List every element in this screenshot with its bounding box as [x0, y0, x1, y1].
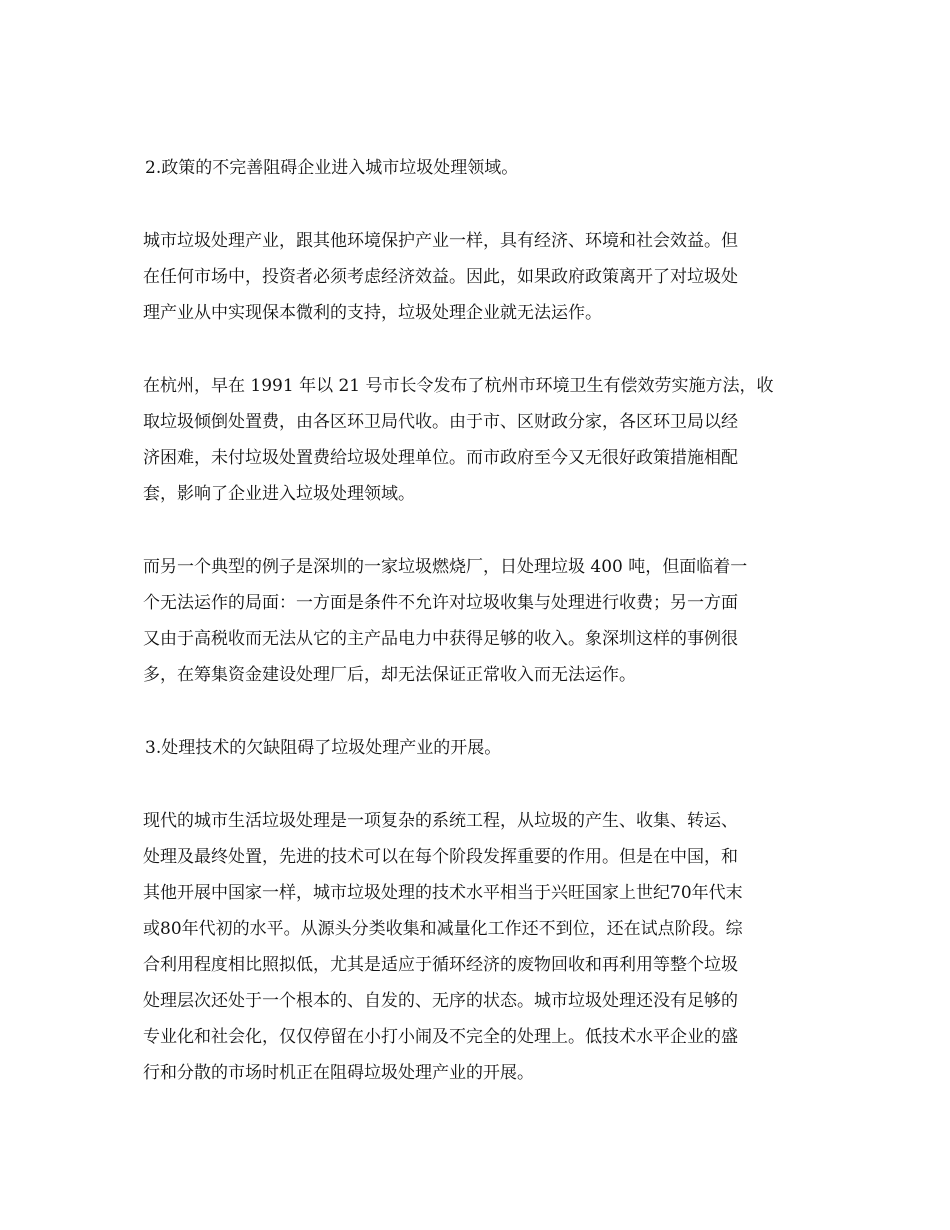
paragraph-shenzhen-example — [143, 549, 823, 693]
text-line: 又由于高税收而无法从它的主产品电力中获得足够的收入。象深圳这样的事例很 — [143, 629, 738, 649]
paragraph-gap — [143, 693, 823, 730]
text-line: 套，影响了企业进入垃圾处理领域。 — [143, 484, 415, 504]
paragraph-gap — [143, 766, 823, 803]
text-line: 理产业从中实现保本微利的支持，垃圾处理企业就无法运作。 — [143, 303, 602, 323]
paragraph-gap — [143, 512, 823, 549]
text-line: 处理层次还处于一个根本的、自发的、无序的状态。城市垃圾处理还没有足够的 — [143, 991, 738, 1011]
text-line: 或80年代初的水平。从源头分类收集和减量化工作还不到位，还在试点阶段。综 — [143, 919, 743, 939]
text-line: 个无法运作的局面：一方面是条件不允许对垃圾收集与处理进行收费；另一方面 — [143, 593, 738, 613]
text-line: 行和分散的市场时机正在阻碍垃圾处理产业的开展。 — [143, 1063, 534, 1083]
document-body — [143, 150, 823, 1091]
text-line: 取垃圾倾倒处置费，由各区环卫局代收。由于市、区财政分家，各区环卫局以经 — [143, 412, 738, 432]
text-line: 其他开展中国家一样，城市垃圾处理的技术水平相当于兴旺国家上世纪70年代末 — [143, 883, 743, 903]
section-heading-policy: 2.政策的不完善阻碍企业进入城市垃圾处理领域。 — [145, 158, 519, 178]
text-line: 济困难，未付垃圾处置费给垃圾处理单位。而市政府至今又无很好政策措施相配 — [143, 448, 738, 468]
text-line: 多，在筹集资金建设处理厂后，却无法保证正常收入而无法运作。 — [143, 665, 636, 685]
paragraph-gap — [143, 186, 823, 223]
text-line: 专业化和社会化，仅仅停留在小打小闹及不完全的处理上。低技术水平企业的盛 — [143, 1027, 738, 1047]
text-line: 处理及最终处置，先进的技术可以在每个阶段发挥重要的作用。但是在中国，和 — [143, 847, 738, 867]
paragraph-hangzhou-example — [143, 368, 823, 512]
paragraph-gap — [143, 331, 823, 368]
paragraph-policy-economics — [143, 223, 823, 331]
section-heading-technology: 3.处理技术的欠缺阻碍了垃圾处理产业的开展。 — [145, 738, 502, 758]
text-line: 在杭州，早在 1991 年以 21 号市长令发布了杭州市环境卫生有偿效劳实施方法，收 — [143, 376, 774, 396]
text-line: 在任何市场中，投资者必须考虑经济效益。因此，如果政府政策离开了对垃圾处 — [143, 267, 738, 287]
text-line: 合利用程度相比照拟低，尤其是适应于循环经济的废物回收和再利用等整个垃圾 — [143, 955, 738, 975]
text-line: 城市垃圾处理产业，跟其他环境保护产业一样，具有经济、环境和社会效益。但 — [143, 231, 738, 251]
text-line: 而另一个典型的例子是深圳的一家垃圾燃烧厂，日处理垃圾 400 吨，但面临着一 — [143, 557, 748, 577]
paragraph-technology — [143, 803, 823, 1091]
text-line: 现代的城市生活垃圾处理是一项复杂的系统工程，从垃圾的产生、收集、转运、 — [143, 811, 738, 831]
